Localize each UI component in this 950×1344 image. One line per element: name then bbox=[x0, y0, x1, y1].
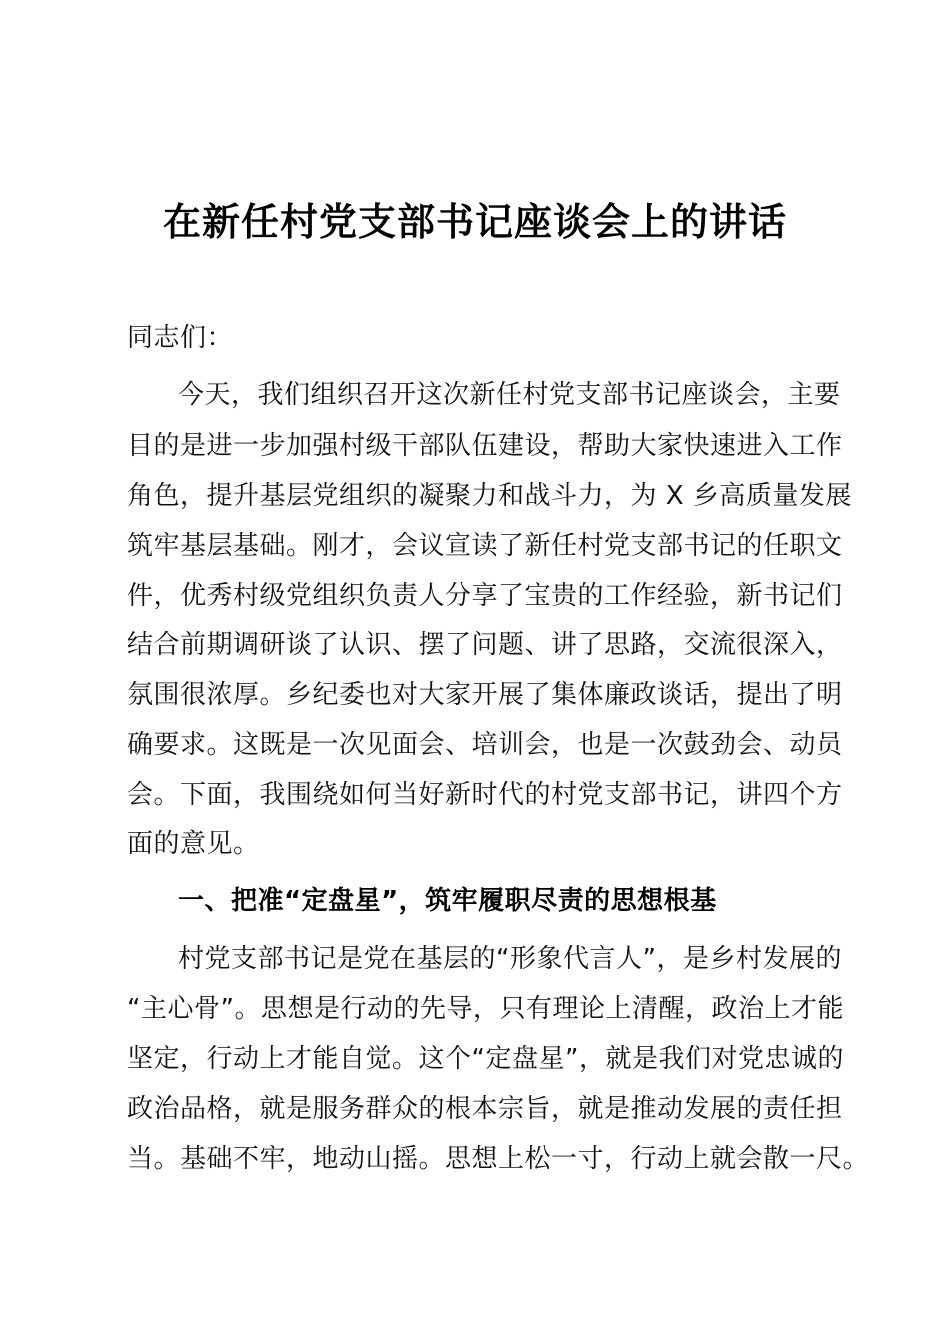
paragraph-line: “主心骨”。思想是行动的先导，只有理论上清醒，政治上才能 bbox=[127, 994, 844, 1024]
paragraph-line: 件，优秀村级党组织负责人分享了宝贵的工作经验，新书记们 bbox=[127, 581, 843, 611]
paragraph-line: 会。下面，我围绕如何当好新时代的村党支部书记，讲四个方 bbox=[127, 780, 843, 810]
paragraph-line: 当。基础不牢，地动山摇。思想上松一寸，行动上就会散一尺。 bbox=[127, 1144, 870, 1174]
paragraph-line: 村党支部书记是党在基层的“形象代言人”，是乡村发展的 bbox=[178, 944, 842, 974]
paragraph-line: 政治品格，就是服务群众的根本宗旨，就是推动发展的责任担 bbox=[127, 1094, 843, 1124]
paragraph-line: 今天，我们组织召开这次新任村党支部书记座谈会，主要 bbox=[178, 380, 841, 410]
paragraph-line: 确要求。这既是一次见面会、培训会，也是一次鼓劲会、动员 bbox=[127, 730, 843, 760]
paragraph-line: 筑牢基层基础。刚才，会议宣读了新任村党支部书记的任职文 bbox=[127, 531, 843, 561]
section-heading: 一、把准“定盘星”，筑牢履职尽责的思想根基 bbox=[178, 886, 717, 916]
paragraph-line: 目的是进一步加强村级干部队伍建设，帮助大家快速进入工作 bbox=[127, 431, 843, 461]
paragraph-line: 角色，提升基层党组织的凝聚力和战斗力，为 X 乡高质量发展 bbox=[127, 481, 852, 511]
salutation: 同志们： bbox=[127, 323, 234, 353]
paragraph-line: 面的意见。 bbox=[127, 829, 260, 859]
document-title: 在新任村党支部书记座谈会上的讲话 bbox=[162, 199, 787, 244]
paragraph-line: 坚定，行动上才能自觉。这个“定盘星”，就是我们对党忠诚的 bbox=[127, 1044, 844, 1074]
paragraph-line: 氛围很浓厚。乡纪委也对大家开展了集体廉政谈话，提出了明 bbox=[127, 680, 843, 710]
paragraph-line: 结合前期调研谈了认识、摆了问题、讲了思路，交流很深入， bbox=[127, 630, 843, 660]
